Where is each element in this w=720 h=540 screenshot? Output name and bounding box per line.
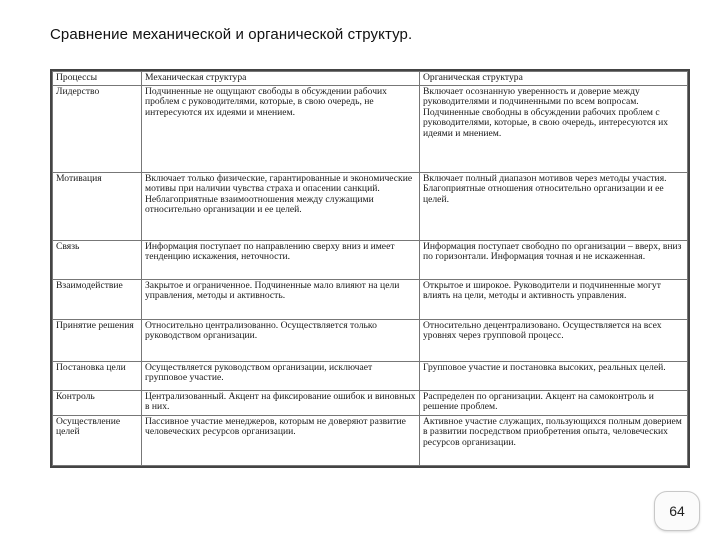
organic-cell: Распределен по организации. Акцент на самоконтроль и решение проблем.: [420, 390, 688, 415]
comparison-table: [50, 69, 690, 468]
table-row: [53, 390, 688, 415]
table-header-row: [53, 72, 688, 86]
organic-cell: Открытое и широкое. Руководители и подчиненные могут влиять на цели, методы и активность управления.: [420, 279, 688, 319]
organic-cell: Включает осознанную уверенность и доверие между руководителями и подчиненными по всем вопросам. Подчиненные свободны в обсуждении рабочих проблем с руководителями, которые, в свою очередь, интересуются их идеями и мнением.: [420, 85, 688, 172]
table-row: [53, 240, 688, 279]
page-number: 64: [654, 491, 700, 531]
process-cell: Принятие решения: [53, 319, 142, 361]
process-cell: Связь: [53, 240, 142, 279]
slide-title: Сравнение механической и органической структур.: [50, 26, 413, 43]
table-row: [53, 279, 688, 319]
table-row: [53, 172, 688, 240]
header-mechanical: Механическая структура: [142, 72, 420, 86]
organic-cell: Групповое участие и постановка высоких, реальных целей.: [420, 361, 688, 390]
organic-cell: Относительно децентрализовано. Осуществляется на всех уровнях через групповой процесс.: [420, 319, 688, 361]
process-cell: Мотивация: [53, 172, 142, 240]
table-row: [53, 85, 688, 172]
process-cell: Контроль: [53, 390, 142, 415]
header-processes: Процессы: [53, 72, 142, 86]
organic-cell: Информация поступает свободно по организации – вверх, вниз по горизонтали. Информация точная и не искаженная.: [420, 240, 688, 279]
table-row: [53, 319, 688, 361]
mechanical-cell: Включает только физические, гарантированные и экономические мотивы при наличии чувства страха и опасении санкций. Неблагоприятные взаимоотношения между служащими относительно организации и ее целей.: [142, 172, 420, 240]
organic-cell: Включает полный диапазон мотивов через методы участия. Благоприятные отношения относительно организации и ее целей.: [420, 172, 688, 240]
mechanical-cell: Информация поступает по направлению сверху вниз и имеет тенденцию искажения, неточности.: [142, 240, 420, 279]
table-row: [53, 361, 688, 390]
mechanical-cell: Подчиненные не ощущают свободы в обсуждении рабочих проблем с руководителями, которые, в свою очередь, не интересуются их идеями и мнением.: [142, 85, 420, 172]
process-cell: Постановка цели: [53, 361, 142, 390]
header-organic: Органическая структура: [420, 72, 688, 86]
mechanical-cell: Закрытое и ограниченное. Подчиненные мало влияют на цели управления, методы и активность.: [142, 279, 420, 319]
table-row: [53, 415, 688, 465]
mechanical-cell: Пассивное участие менеджеров, которым не доверяют развитие человеческих ресурсов организации.: [142, 415, 420, 465]
process-cell: Лидерство: [53, 85, 142, 172]
mechanical-cell: Централизованный. Акцент на фиксирование ошибок и виновных в них.: [142, 390, 420, 415]
process-cell: Осуществление целей: [53, 415, 142, 465]
process-cell: Взаимодействие: [53, 279, 142, 319]
organic-cell: Активное участие служащих, пользующихся полным доверием в развитии посредством приобретения опыта, человеческих ресурсов организации.: [420, 415, 688, 465]
mechanical-cell: Относительно централизованно. Осуществляется только руководством организации.: [142, 319, 420, 361]
mechanical-cell: Осуществляется руководством организации, исключает групповое участие.: [142, 361, 420, 390]
